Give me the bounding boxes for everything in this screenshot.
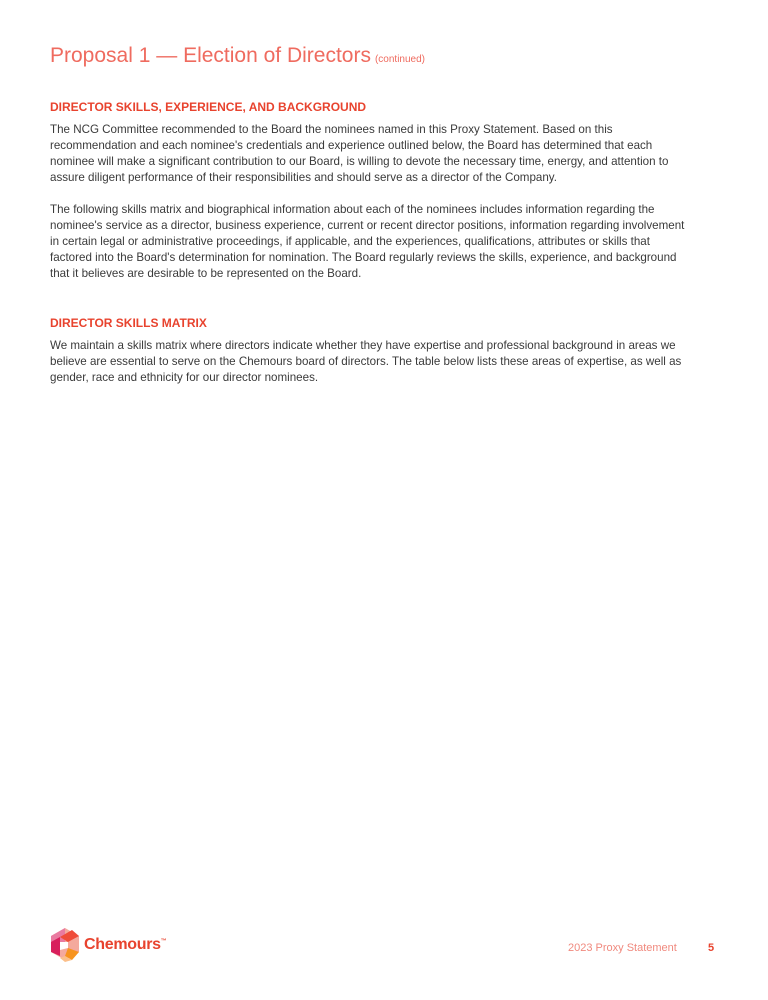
paragraph-nominees — [50, 122, 730, 186]
paragraph-skills-matrix-info — [50, 202, 730, 282]
page-title — [50, 44, 425, 68]
text-line: nominee's service as a director, business experience, current or recent director positions, information regarding involvement — [50, 219, 685, 232]
text-line: assure diligent performance of their responsibilities and should serve as a director of the Company. — [50, 171, 557, 184]
page-number: 5 — [708, 942, 715, 954]
logo-wordmark: Chemours — [84, 936, 161, 953]
text-line: The following skills matrix and biographical information about each of the nominees includes information regarding the — [50, 203, 655, 216]
text-line: nominee will make a significant contribution to our Board, is willing to devote the necessary time, energy, and attention to — [50, 155, 669, 168]
paragraph-matrix — [50, 338, 730, 386]
section-heading-skills-experience: DIRECTOR SKILLS, EXPERIENCE, AND BACKGROUND — [50, 100, 367, 114]
logo-text — [84, 936, 166, 954]
text-line: gender, race and ethnicity for our director nominees. — [50, 371, 319, 384]
text-line: The NCG Committee recommended to the Board the nominees named in this Proxy Statement. Based on this — [50, 123, 613, 136]
text-line: in certain legal or administrative proceedings, if applicable, and the experiences, qualifications, attributes or skills that — [50, 235, 650, 248]
section-heading-skills-matrix: DIRECTOR SKILLS MATRIX — [50, 316, 207, 330]
text-line: recommendation and each nominee's credentials and experience outlined below, the Board has determined that each — [50, 139, 653, 152]
text-line: that it believes are desirable to be represented on the Board. — [50, 267, 362, 280]
footer-document-title: 2023 Proxy Statement — [568, 942, 677, 954]
text-line: We maintain a skills matrix where directors indicate whether they have expertise and professional background in areas we — [50, 339, 676, 352]
text-line: factored into the Board's determination for nomination. The Board regularly reviews the skills, experience, and background — [50, 251, 677, 264]
trademark: ™ — [160, 938, 167, 945]
text-line: believe are essential to serve on the Chemours board of directors. The table below lists these areas of expertise, as well as — [50, 355, 682, 368]
title-text: Proposal 1 — Election of Directors — [50, 44, 371, 67]
continued-label: (continued) — [374, 54, 425, 65]
chemours-logo — [50, 928, 166, 962]
chemours-logo-icon — [50, 928, 80, 962]
